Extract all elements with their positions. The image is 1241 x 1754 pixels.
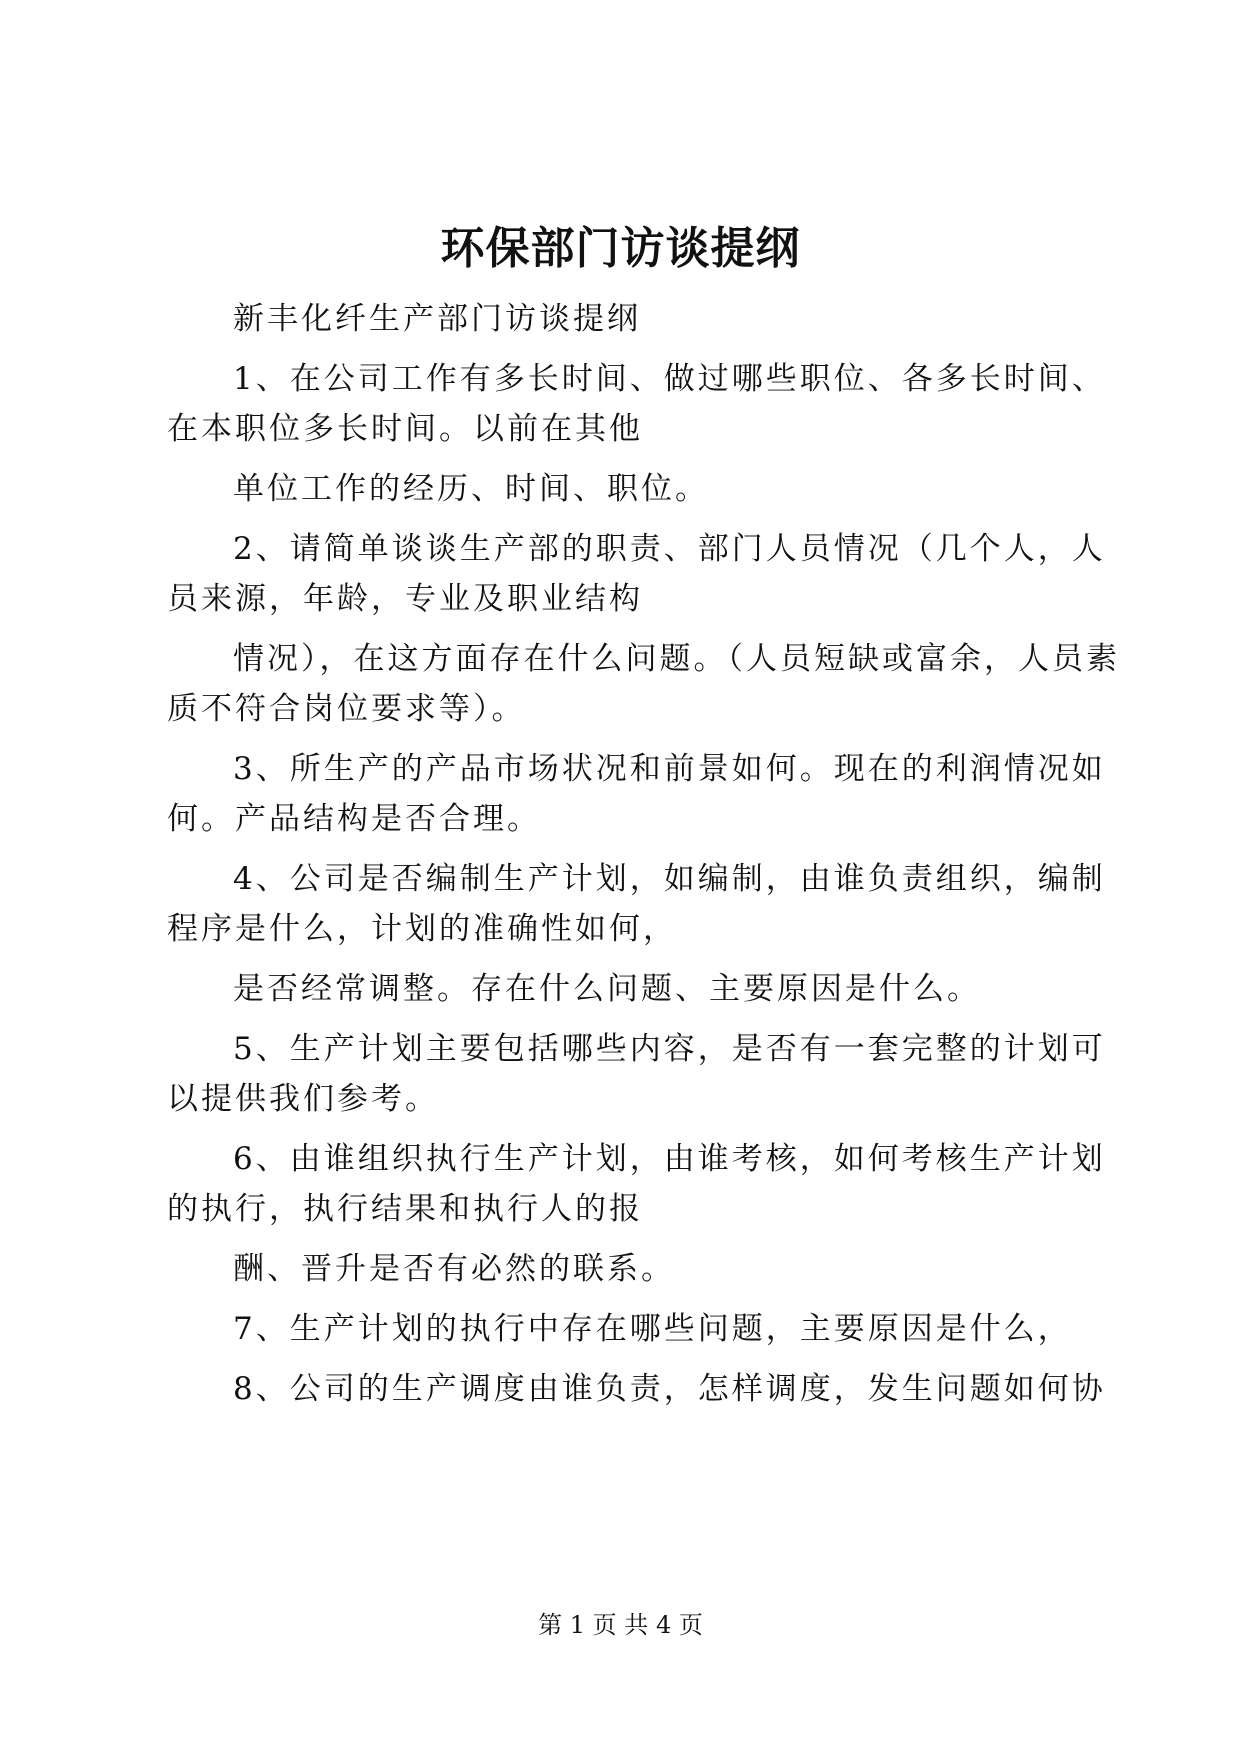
paragraph-line: 酬、晋升是否有必然的联系。 [233,1251,675,1287]
paragraph-line: 以提供我们参考。 [167,1081,439,1117]
paragraph-line: 6、由谁组织执行生产计划，由谁考核，如何考核生产计划 [233,1141,1106,1177]
paragraph-line: 员来源，年龄，专业及职业结构 [167,581,643,617]
paragraph-line: 情况），在这方面存在什么问题。（人员短缺或富余，人员素 [233,641,1120,677]
document-title: 环保部门访谈提纲 [440,223,801,274]
paragraph-line: 8、公司的生产调度由谁负责，怎样调度，发生问题如何协 [233,1371,1106,1407]
paragraph-line: 新丰化纤生产部门访谈提纲 [233,301,641,337]
paragraph-line: 的执行，执行结果和执行人的报 [167,1191,643,1227]
paragraph-line: 5、生产计划主要包括哪些内容，是否有一套完整的计划可 [233,1031,1106,1067]
paragraph-line: 质不符合岗位要求等）。 [167,691,526,727]
paragraph-line: 是否经常调整。存在什么问题、主要原因是什么。 [233,971,981,1007]
paragraph-line: 2、请简单谈谈生产部的职责、部门人员情况（几个人，人 [233,531,1106,567]
paragraph-line: 程序是什么，计划的准确性如何， [167,911,677,947]
paragraph-line: 4、公司是否编制生产计划，如编制，由谁负责组织，编制 [233,861,1106,897]
paragraph-line: 单位工作的经历、时间、职位。 [233,471,709,507]
paragraph-line: 3、所生产的产品市场状况和前景如何。现在的利润情况如 [233,751,1106,787]
paragraph-line: 何。产品结构是否合理。 [167,801,541,837]
paragraph-line: 在本职位多长时间。以前在其他 [167,411,643,447]
page-footer: 第 1 页 共 4 页 [538,1611,703,1639]
paragraph-line: 7、生产计划的执行中存在哪些问题，主要原因是什么， [233,1311,1072,1347]
paragraph-line: 1、在公司工作有多长时间、做过哪些职位、各多长时间、 [233,361,1106,397]
